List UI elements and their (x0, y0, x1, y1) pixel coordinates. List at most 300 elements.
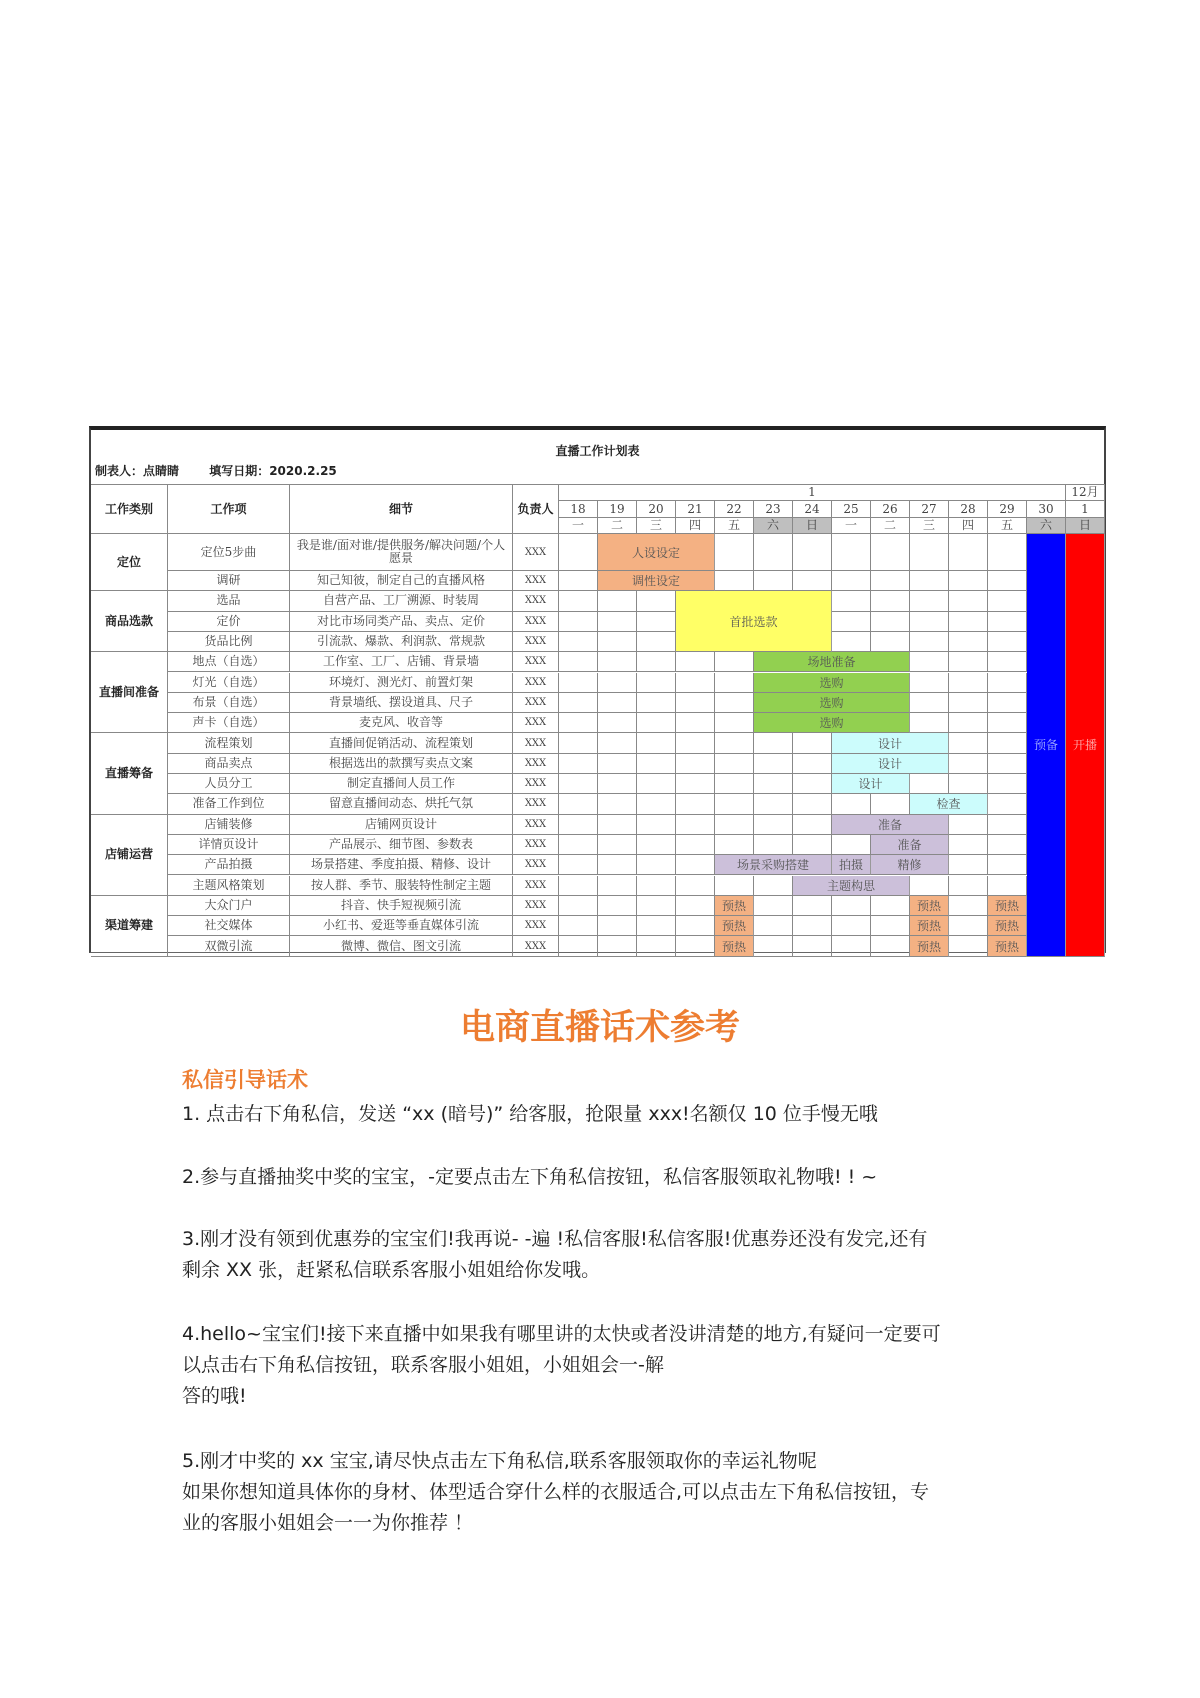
day-cell (871, 936, 910, 956)
script-line: 5.刚才中奖的 xx 宝宝,请尽快点击左下角私信,联系客服领取你的幸运礼物呢 (182, 1450, 817, 1472)
work-owner: XXX (513, 794, 559, 814)
day-cell (559, 534, 598, 571)
day-cell (754, 916, 793, 936)
script-line: 如果你想知道具体你的身材、体型适合穿什么样的衣服适合,可以点击左下角私信按钮，专 (182, 1481, 930, 1503)
day-cell (676, 733, 715, 753)
script-line: 剩余 XX 张，赶紧私信联系客服小姐姐给你发哦。 (182, 1259, 601, 1281)
work-owner: XXX (513, 693, 559, 713)
work-detail: 工作室、工厂、店铺、背景墙 (290, 652, 513, 672)
day-cell (754, 815, 793, 835)
day-cell (793, 733, 832, 753)
work-item: 主题风格策划 (168, 876, 290, 896)
day-cell (559, 713, 598, 733)
day-cell (754, 896, 793, 916)
day-cell (793, 774, 832, 794)
gantt-task-bar: 预热 (715, 936, 754, 956)
day-cell (910, 652, 949, 672)
day-cell (637, 693, 676, 713)
day-number: 24 (793, 501, 832, 518)
day-cell (949, 591, 988, 611)
day-cell (871, 571, 910, 591)
script-line: 1. 点击右下角私信，发送 “xx (暗号)” 给客服，抢限量 xxx!名额仅 10 位手慢无哦 (182, 1103, 878, 1125)
day-cell (559, 936, 598, 956)
day-cell (637, 916, 676, 936)
script-paragraph (182, 1319, 1022, 1412)
script-line: 以点击右下角私信按钮，联系客服小姐姐，小姐姐会一-解 (182, 1354, 664, 1376)
day-cell (559, 652, 598, 672)
gantt-task-bar: 预热 (988, 916, 1027, 936)
day-cell (715, 673, 754, 693)
gantt-task-bar: 选购 (754, 693, 910, 713)
day-cell (637, 876, 676, 896)
day-number: 25 (832, 501, 871, 518)
day-cell (559, 855, 598, 875)
gantt-task-bar: 精修 (871, 855, 949, 875)
day-cell (637, 855, 676, 875)
day-cell (949, 876, 988, 896)
plan-title: 直播工作计划表 (555, 444, 640, 458)
day-cell (832, 835, 871, 855)
day-cell (637, 713, 676, 733)
day-cell (988, 591, 1027, 611)
day-cell (676, 936, 715, 956)
day-cell (676, 652, 715, 672)
day-cell (598, 835, 637, 855)
day-cell (910, 774, 949, 794)
gantt-task-bar: 场地准备 (754, 652, 910, 672)
day-cell (832, 534, 871, 571)
day-cell (910, 612, 949, 632)
day-number: 29 (988, 501, 1027, 518)
day-cell (559, 673, 598, 693)
day-cell (598, 815, 637, 835)
weekday: 六 (1027, 518, 1066, 534)
day-cell (793, 835, 832, 855)
day-cell (910, 876, 949, 896)
day-cell (793, 534, 832, 571)
day-cell (598, 896, 637, 916)
work-detail: 自营产品、工厂溯源、时装周 (290, 591, 513, 611)
work-detail: 小红书、爱逛等垂直媒体引流 (290, 916, 513, 936)
work-owner: XXX (513, 835, 559, 855)
day-cell (871, 632, 910, 652)
work-item: 流程策划 (168, 733, 290, 753)
gantt-task-bar: 预热 (988, 896, 1027, 916)
day-cell (949, 534, 988, 571)
day-cell (754, 774, 793, 794)
day-cell (559, 693, 598, 713)
day-cell (988, 652, 1027, 672)
plan-maker: 制表人：点睛睛 (95, 464, 180, 478)
work-owner: XXX (513, 855, 559, 875)
day-cell (676, 754, 715, 774)
day-cell (715, 876, 754, 896)
gantt-task-bar: 选购 (754, 673, 910, 693)
day-cell (715, 693, 754, 713)
day-cell (988, 612, 1027, 632)
script-paragraph (182, 1446, 1022, 1539)
day-cell (949, 835, 988, 855)
day-cell (637, 835, 676, 855)
day-cell (637, 733, 676, 753)
day-cell (598, 754, 637, 774)
script-paragraph (182, 1162, 1022, 1193)
day-cell (949, 896, 988, 916)
gantt-task-bar: 设计 (832, 733, 949, 753)
day-cell (637, 896, 676, 916)
day-cell (598, 652, 637, 672)
work-item: 定价 (168, 612, 290, 632)
weekday: 三 (637, 518, 676, 534)
weekday: 一 (559, 518, 598, 534)
day-cell (676, 896, 715, 916)
month-label: 1 (559, 484, 1066, 501)
day-number: 26 (871, 501, 910, 518)
script-line: 2.参与直播抽奖中奖的宝宝，-定要点击左下角私信按钮，私信客服领取礼物哦! ! ~ (182, 1166, 878, 1188)
day-cell (793, 815, 832, 835)
day-cell (949, 612, 988, 632)
day-cell (949, 916, 988, 936)
day-cell (988, 713, 1027, 733)
gantt-task-bar: 准备 (832, 815, 949, 835)
day-cell (910, 571, 949, 591)
day-cell (949, 713, 988, 733)
day-cell (676, 815, 715, 835)
gantt-task-bar: 人设设定 (598, 534, 715, 571)
work-owner: XXX (513, 612, 559, 632)
day-number: 27 (910, 501, 949, 518)
day-cell (871, 591, 910, 611)
category-cell: 直播间准备 (91, 652, 168, 733)
work-item: 产品拍摄 (168, 855, 290, 875)
gantt-task-bar: 预备 (1027, 534, 1066, 957)
day-cell (754, 876, 793, 896)
work-owner: XXX (513, 591, 559, 611)
gantt-task-bar: 预热 (715, 916, 754, 936)
day-cell (871, 896, 910, 916)
day-cell (754, 936, 793, 956)
weekday: 六 (754, 518, 793, 534)
day-cell (598, 916, 637, 936)
day-cell (988, 571, 1027, 591)
live-plan-table (89, 426, 1106, 953)
day-cell (949, 733, 988, 753)
work-owner: XXX (513, 534, 559, 571)
day-number: 18 (559, 501, 598, 518)
day-cell (559, 571, 598, 591)
gantt-task-bar: 开播 (1066, 534, 1105, 957)
day-cell (949, 855, 988, 875)
day-cell (598, 774, 637, 794)
day-cell (637, 652, 676, 672)
next-month-label: 12月 (1066, 484, 1105, 501)
gantt-task-bar: 设计 (832, 774, 910, 794)
day-cell (637, 612, 676, 632)
day-cell (598, 794, 637, 814)
work-owner: XXX (513, 652, 559, 672)
day-cell (754, 733, 793, 753)
work-owner: XXX (513, 713, 559, 733)
day-cell (637, 815, 676, 835)
day-cell (988, 754, 1027, 774)
work-item: 定位5步曲 (168, 534, 290, 571)
day-number: 21 (676, 501, 715, 518)
day-cell (676, 693, 715, 713)
day-cell (949, 754, 988, 774)
script-paragraph (182, 1099, 1022, 1130)
day-cell (598, 612, 637, 632)
work-owner: XXX (513, 916, 559, 936)
day-cell (637, 754, 676, 774)
gantt-task-bar: 拍摄 (832, 855, 871, 875)
day-cell (949, 815, 988, 835)
day-cell (988, 693, 1027, 713)
day-number: 23 (754, 501, 793, 518)
weekday: 二 (598, 518, 637, 534)
day-cell (598, 855, 637, 875)
day-cell (988, 855, 1027, 875)
weekday: 四 (676, 518, 715, 534)
day-cell (676, 713, 715, 733)
day-cell (715, 652, 754, 672)
work-owner: XXX (513, 876, 559, 896)
category-cell: 定位 (91, 534, 168, 591)
script-line: 3.刚才没有领到优惠券的宝宝们!我再说- -遍 !私信客服!私信客服!优惠券还没有发完,还有 (182, 1228, 928, 1250)
work-detail: 留意直播间动态、烘托气氛 (290, 794, 513, 814)
work-owner: XXX (513, 936, 559, 956)
day-cell (988, 534, 1027, 571)
day-cell (910, 591, 949, 611)
work-owner: XXX (513, 632, 559, 652)
work-item: 布景（自选） (168, 693, 290, 713)
script-title: 电商直播话术参考 (459, 1008, 740, 1048)
day-cell (559, 612, 598, 632)
day-cell (871, 612, 910, 632)
day-cell (676, 855, 715, 875)
day-cell (910, 713, 949, 733)
day-cell (598, 591, 637, 611)
work-detail: 直播间促销活动、流程策划 (290, 733, 513, 753)
day-cell (793, 571, 832, 591)
day-cell (637, 774, 676, 794)
script-line: 业的客服小姐姐会一一为你推荐 ！ (182, 1512, 474, 1534)
day-cell (715, 534, 754, 571)
category-cell: 店铺运营 (91, 815, 168, 896)
gantt-task-bar: 首批选款 (676, 591, 832, 652)
day-cell (559, 591, 598, 611)
day-cell (832, 612, 871, 632)
script-section-title: 私信引导话术 (182, 1068, 308, 1092)
day-cell (871, 916, 910, 936)
weekday: 二 (871, 518, 910, 534)
day-cell (988, 815, 1027, 835)
day-cell (715, 794, 754, 814)
work-owner: XXX (513, 774, 559, 794)
day-cell (637, 936, 676, 956)
day-cell (949, 652, 988, 672)
day-cell (949, 571, 988, 591)
day-cell (559, 632, 598, 652)
work-detail: 产品展示、细节图、参数表 (290, 835, 513, 855)
gantt-task-bar: 选购 (754, 713, 910, 733)
work-detail: 微博、微信、图文引流 (290, 936, 513, 956)
category-cell: 直播筹备 (91, 733, 168, 814)
plan-date: 填写日期：2020.2.25 (209, 464, 337, 478)
day-cell (793, 916, 832, 936)
day-cell (832, 936, 871, 956)
day-cell (988, 876, 1027, 896)
day-cell (988, 673, 1027, 693)
day-cell (559, 754, 598, 774)
work-detail: 麦克风、收音等 (290, 713, 513, 733)
work-item: 人员分工 (168, 774, 290, 794)
day-cell (832, 916, 871, 936)
work-detail: 背景墙纸、摆设道具、尺子 (290, 693, 513, 713)
day-cell (559, 794, 598, 814)
day-cell (949, 673, 988, 693)
weekday: 五 (988, 518, 1027, 534)
day-cell (754, 534, 793, 571)
day-cell (559, 774, 598, 794)
work-detail: 引流款、爆款、利润款、常规款 (290, 632, 513, 652)
day-cell (676, 835, 715, 855)
gantt-task-bar: 检查 (910, 794, 988, 814)
work-owner: XXX (513, 815, 559, 835)
day-cell (598, 876, 637, 896)
header-item: 工作项 (168, 484, 290, 534)
day-cell (715, 754, 754, 774)
day-number: 20 (637, 501, 676, 518)
work-detail: 抖音、快手短视频引流 (290, 896, 513, 916)
day-cell (598, 693, 637, 713)
work-item: 准备工作到位 (168, 794, 290, 814)
weekday: 一 (832, 518, 871, 534)
day-number: 22 (715, 501, 754, 518)
day-cell (910, 534, 949, 571)
day-cell (598, 632, 637, 652)
day-cell (793, 794, 832, 814)
gantt-task-bar: 预热 (910, 936, 949, 956)
day-cell (988, 774, 1027, 794)
day-cell (871, 534, 910, 571)
work-detail: 场景搭建、季度拍摄、精修、设计 (290, 855, 513, 875)
header-category: 工作类别 (91, 484, 168, 534)
day-cell (949, 774, 988, 794)
day-cell (754, 754, 793, 774)
work-item: 社交媒体 (168, 916, 290, 936)
work-detail: 制定直播间人员工作 (290, 774, 513, 794)
work-item: 选品 (168, 591, 290, 611)
work-item: 调研 (168, 571, 290, 591)
day-cell (754, 571, 793, 591)
work-owner: XXX (513, 571, 559, 591)
day-cell (754, 835, 793, 855)
weekday: 三 (910, 518, 949, 534)
work-item: 地点（自选） (168, 652, 290, 672)
work-detail: 知己知彼，制定自己的直播风格 (290, 571, 513, 591)
weekday: 日 (1066, 518, 1105, 534)
day-cell (676, 673, 715, 693)
work-owner: XXX (513, 896, 559, 916)
day-cell (910, 693, 949, 713)
gantt-task-bar: 预热 (910, 896, 949, 916)
day-cell (715, 733, 754, 753)
work-item: 声卡（自选） (168, 713, 290, 733)
day-number: 1 (1066, 501, 1105, 518)
work-item: 货品比例 (168, 632, 290, 652)
gantt-task-bar: 准备 (871, 835, 949, 855)
weekday: 四 (949, 518, 988, 534)
day-cell (637, 794, 676, 814)
day-cell (910, 673, 949, 693)
day-cell (832, 632, 871, 652)
day-cell (559, 835, 598, 855)
work-item: 灯光（自选） (168, 673, 290, 693)
work-detail: 环境灯、测光灯、前置灯架 (290, 673, 513, 693)
day-cell (559, 916, 598, 936)
day-cell (988, 835, 1027, 855)
work-detail: 根据选出的款撰写卖点文案 (290, 754, 513, 774)
day-cell (637, 591, 676, 611)
day-cell (949, 693, 988, 713)
weekday: 日 (793, 518, 832, 534)
gantt-task-bar: 设计 (832, 754, 949, 774)
day-cell (832, 794, 871, 814)
weekday: 五 (715, 518, 754, 534)
work-detail: 店铺网页设计 (290, 815, 513, 835)
work-detail: 我是谁/面对谁/提供服务/解决问题/个人愿景 (290, 534, 513, 571)
day-cell (637, 673, 676, 693)
day-cell (559, 815, 598, 835)
work-item: 详情页设计 (168, 835, 290, 855)
day-cell (676, 916, 715, 936)
day-cell (988, 733, 1027, 753)
day-cell (910, 632, 949, 652)
day-cell (676, 794, 715, 814)
day-cell (715, 571, 754, 591)
gantt-task-bar: 预热 (910, 916, 949, 936)
work-owner: XXX (513, 733, 559, 753)
day-cell (559, 876, 598, 896)
gantt-task-bar: 调性设定 (598, 571, 715, 591)
work-item: 大众门户 (168, 896, 290, 916)
day-cell (676, 774, 715, 794)
day-cell (676, 876, 715, 896)
day-cell (988, 632, 1027, 652)
gantt-task-bar: 预热 (715, 896, 754, 916)
day-number: 19 (598, 501, 637, 518)
day-cell (754, 794, 793, 814)
script-line: 4.hello~宝宝们!接下来直播中如果我有哪里讲的太快或者没讲清楚的地方,有疑问一定要可 (182, 1323, 941, 1345)
day-cell (637, 632, 676, 652)
work-owner: XXX (513, 673, 559, 693)
day-cell (949, 632, 988, 652)
day-cell (949, 936, 988, 956)
category-cell: 商品选款 (91, 591, 168, 652)
day-cell (988, 794, 1027, 814)
gantt-task-bar: 预热 (988, 936, 1027, 956)
day-cell (598, 713, 637, 733)
day-cell (832, 571, 871, 591)
work-item: 双微引流 (168, 936, 290, 956)
work-detail: 按人群、季节、服装特性制定主题 (290, 876, 513, 896)
day-cell (793, 896, 832, 916)
day-number: 30 (1027, 501, 1066, 518)
work-owner: XXX (513, 754, 559, 774)
day-cell (598, 673, 637, 693)
day-cell (598, 936, 637, 956)
day-cell (871, 794, 910, 814)
